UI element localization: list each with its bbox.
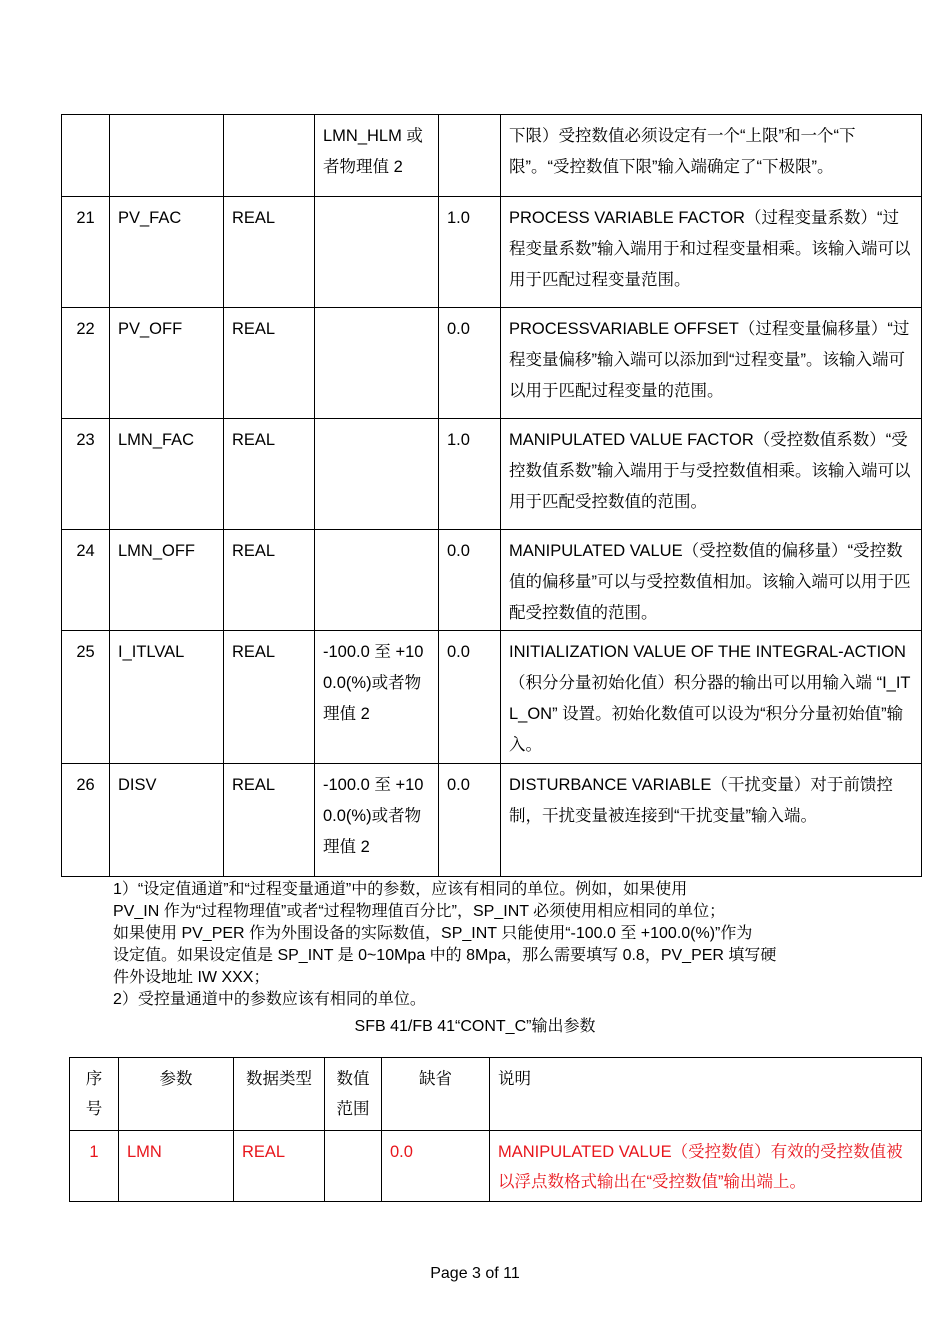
cell-default: [439, 115, 501, 197]
footnote-line: 设定值。如果设定值是 SP_INT 是 0~10Mpa 中的 8Mpa，那么需要填写 0.8，PV_PER 填写硬: [113, 947, 777, 964]
table-row: [62, 197, 922, 308]
header-default: 缺省: [382, 1058, 490, 1131]
cell-param: DISV: [110, 764, 224, 877]
cell-desc: DISTURBANCE VARIABLE（干扰变量）对于前馈控制，干扰变量被连接到“干扰变量”输入端。: [501, 764, 922, 877]
table-row: [62, 115, 922, 197]
cell-default: 1.0: [439, 197, 501, 308]
cell-no: 21: [62, 197, 110, 308]
cell-desc: PROCESSVARIABLE OFFSET（过程变量偏移量）“过程变量偏移”输入端可以添加到“过程变量”。该输入端可以用于匹配过程变量的范围。: [501, 308, 922, 419]
cell-desc: PROCESS VARIABLE FACTOR（过程变量系数）“过程变量系数”输入端用于和过程变量相乘。该输入端可以用于匹配过程变量范围。: [501, 197, 922, 308]
cell-range: LMN_HLM 或者物理值 2: [315, 115, 439, 197]
cell-range: -100.0 至 +100.0(%)或者物理值 2: [315, 631, 439, 764]
cell-no: [62, 115, 110, 197]
cell-desc: MANIPULATED VALUE FACTOR（受控数值系数）“受控数值系数”输入端用于与受控数值相乘。该输入端可以用于匹配受控数值的范围。: [501, 419, 922, 530]
cell-param: I_ITLVAL: [110, 631, 224, 764]
table-header-row: [70, 1058, 922, 1131]
cell-desc: 下限）受控数值必须设定有一个“上限”和一个“下限”。“受控数值下限”输入端确定了“下极限”。: [501, 115, 922, 197]
cell-param: PV_FAC: [110, 197, 224, 308]
cell-range: [315, 308, 439, 419]
cell-default: 0.0: [439, 308, 501, 419]
cell-default: 0.0: [382, 1131, 490, 1202]
cell-default: 0.0: [439, 764, 501, 877]
footnote-line: 2）受控量通道中的参数应该有相同的单位。: [113, 991, 426, 1008]
cell-type: REAL: [224, 530, 315, 631]
footnote-line: 件外设地址 IW XXX；: [113, 969, 270, 986]
page-number: Page 3 of 11: [430, 1265, 520, 1282]
cell-no: 22: [62, 308, 110, 419]
cell-no: 1: [70, 1131, 119, 1202]
cell-param: LMN_FAC: [110, 419, 224, 530]
footnote-line: 1）“设定值通道”和“过程变量通道”中的参数，应该有相同的单位。例如，如果使用: [113, 881, 688, 898]
cell-range: [325, 1131, 382, 1202]
cell-type: REAL: [224, 419, 315, 530]
table-row: [70, 1131, 922, 1202]
cell-no: 24: [62, 530, 110, 631]
cell-param: LMN: [119, 1131, 234, 1202]
cell-desc: MANIPULATED VALUE（受控数值的偏移量）“受控数值的偏移量”可以与受控数值相加。该输入端可以用于匹配受控数值的范围。: [501, 530, 922, 631]
output-parameter-table: [69, 1057, 922, 1202]
cell-no: 26: [62, 764, 110, 877]
cell-range: [315, 197, 439, 308]
header-desc: 说明: [490, 1058, 922, 1131]
footnotes: [113, 879, 853, 1011]
cell-param: [110, 115, 224, 197]
cell-default: 0.0: [439, 631, 501, 764]
cell-default: 1.0: [439, 419, 501, 530]
cell-type: REAL: [224, 197, 315, 308]
cell-default: 0.0: [439, 530, 501, 631]
table-row: [62, 631, 922, 764]
header-no: 序号: [70, 1058, 119, 1131]
cell-no: 25: [62, 631, 110, 764]
cell-desc: INITIALIZATION VALUE OF THE INTEGRAL-ACTION（积分分量初始化值）积分器的输出可以用输入端 “I_ITL_ON” 设置。初始化数值可以设为“积分分量初始值”输入。: [501, 631, 922, 764]
footnote-line: 如果使用 PV_PER 作为外围设备的实际数值，SP_INT 只能使用“-100.0 至 +100.0(%)”作为: [113, 925, 753, 942]
cell-type: REAL: [234, 1131, 325, 1202]
cell-param: PV_OFF: [110, 308, 224, 419]
cell-no: 23: [62, 419, 110, 530]
header-type: 数据类型: [234, 1058, 325, 1131]
cell-param: LMN_OFF: [110, 530, 224, 631]
cell-type: [224, 115, 315, 197]
table-caption: SFB 41/FB 41“CONT_C”输出参数: [354, 1018, 596, 1035]
cell-range: -100.0 至 +100.0(%)或者物理值 2: [315, 764, 439, 877]
input-parameter-table: [61, 114, 922, 877]
header-param: 参数: [119, 1058, 234, 1131]
header-range: 数值范围: [325, 1058, 382, 1131]
footnote-line: PV_IN 作为“过程物理值”或者“过程物理值百分比”，SP_INT 必须使用相应相同的单位；: [113, 903, 726, 920]
table-row: [62, 764, 922, 877]
cell-desc: MANIPULATED VALUE（受控数值）有效的受控数值被以浮点数格式输出在“受控数值”输出端上。: [490, 1131, 922, 1202]
cell-type: REAL: [224, 631, 315, 764]
table-row: [62, 530, 922, 631]
cell-type: REAL: [224, 764, 315, 877]
cell-range: [315, 530, 439, 631]
table-row: [62, 308, 922, 419]
cell-range: [315, 419, 439, 530]
cell-type: REAL: [224, 308, 315, 419]
table-row: [62, 419, 922, 530]
